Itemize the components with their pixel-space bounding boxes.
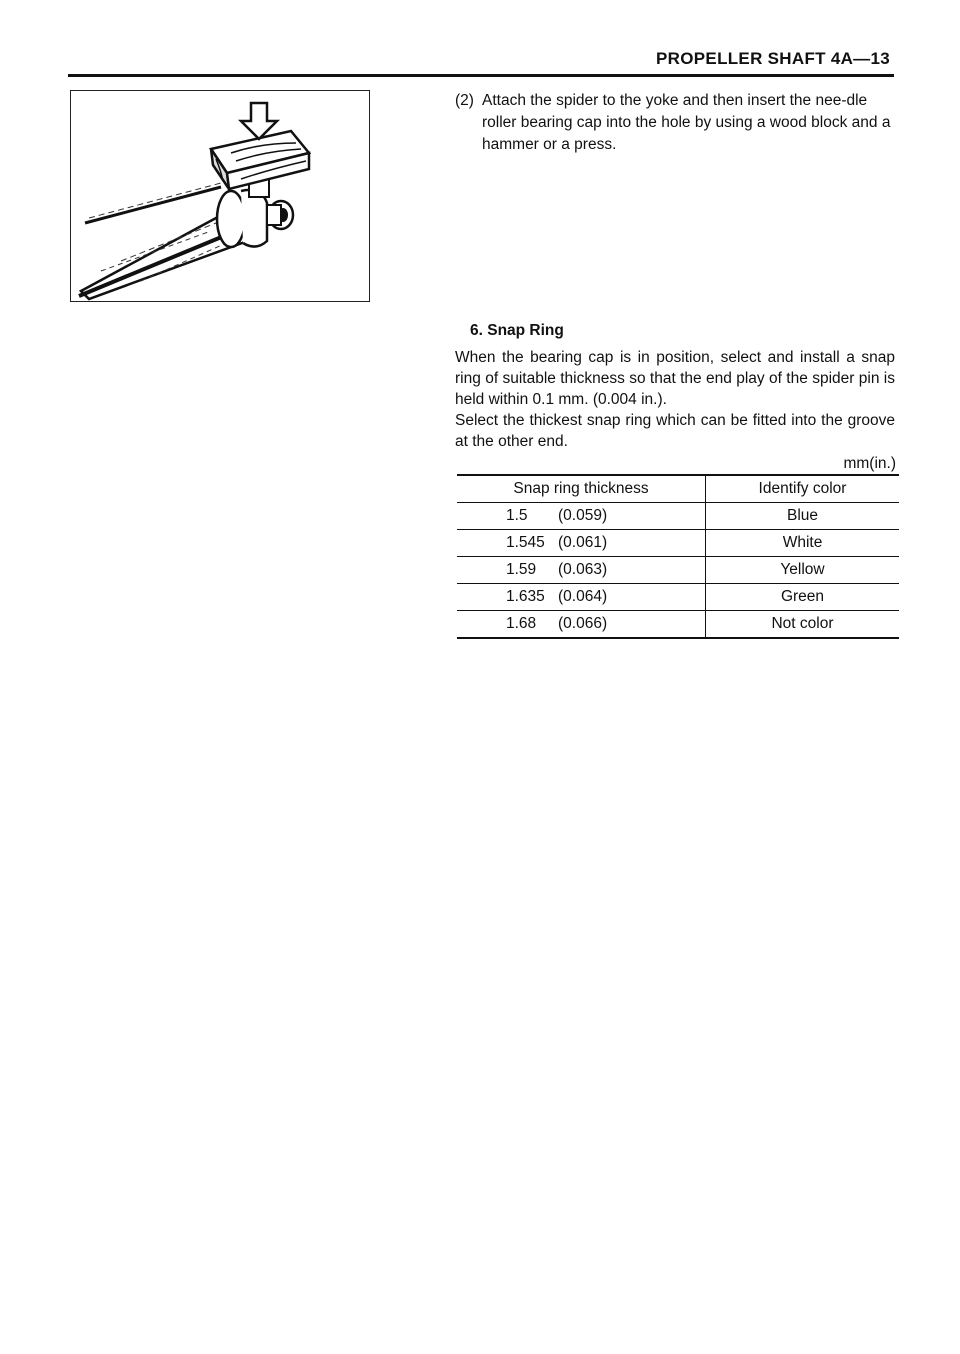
color-cell: Green	[706, 584, 900, 611]
illustration-frame	[70, 90, 370, 302]
propeller-shaft-illustration	[71, 91, 369, 301]
thickness-in: (0.064)	[558, 588, 608, 605]
color-cell: Blue	[706, 503, 900, 530]
step-number: (2)	[455, 92, 474, 109]
snap-ring-table	[457, 474, 899, 639]
thickness-mm: 1.545	[506, 534, 545, 551]
thickness-mm: 1.68	[506, 615, 537, 632]
thickness-mm: 1.635	[506, 588, 545, 605]
paragraph-bearing-cap: When the bearing cap is in position, select and install a snap ring of suitable thickness so that the end play of the spider pin is held within 0.1 mm. (0.004 in.).	[455, 349, 895, 408]
thickness-cell	[457, 611, 706, 639]
header-thickness: Snap ring thickness	[457, 475, 706, 503]
thickness-in: (0.063)	[558, 561, 608, 578]
page-title: PROPELLER SHAFT 4A—13	[656, 49, 890, 68]
table-row	[457, 611, 899, 639]
thickness-cell	[457, 530, 706, 557]
thickness-cell	[457, 503, 706, 530]
thickness-in: (0.066)	[558, 615, 608, 632]
table-row	[457, 503, 899, 530]
thickness-in: (0.059)	[558, 507, 608, 524]
table-row	[457, 557, 899, 584]
color-cell: White	[706, 530, 900, 557]
page-header	[68, 44, 894, 77]
step-2	[455, 90, 895, 156]
section-heading: 6. Snap Ring	[470, 322, 564, 339]
thickness-mm: 1.59	[506, 561, 537, 578]
unit-label: mm(in.)	[843, 455, 896, 472]
thickness-mm: 1.5	[506, 507, 528, 524]
table-row	[457, 584, 899, 611]
color-cell: Yellow	[706, 557, 900, 584]
header-color: Identify color	[706, 475, 900, 503]
table-header-row	[457, 475, 899, 503]
color-cell: Not color	[706, 611, 900, 639]
table-row	[457, 530, 899, 557]
paragraph-thickest-ring: Select the thickest snap ring which can be fitted into the groove at the other end.	[455, 412, 895, 450]
thickness-in: (0.061)	[558, 534, 608, 551]
thickness-cell	[457, 584, 706, 611]
thickness-cell	[457, 557, 706, 584]
step-text: Attach the spider to the yoke and then insert the nee-dle roller bearing cap into the hole by using a wood block and a hammer or a press.	[482, 92, 891, 153]
